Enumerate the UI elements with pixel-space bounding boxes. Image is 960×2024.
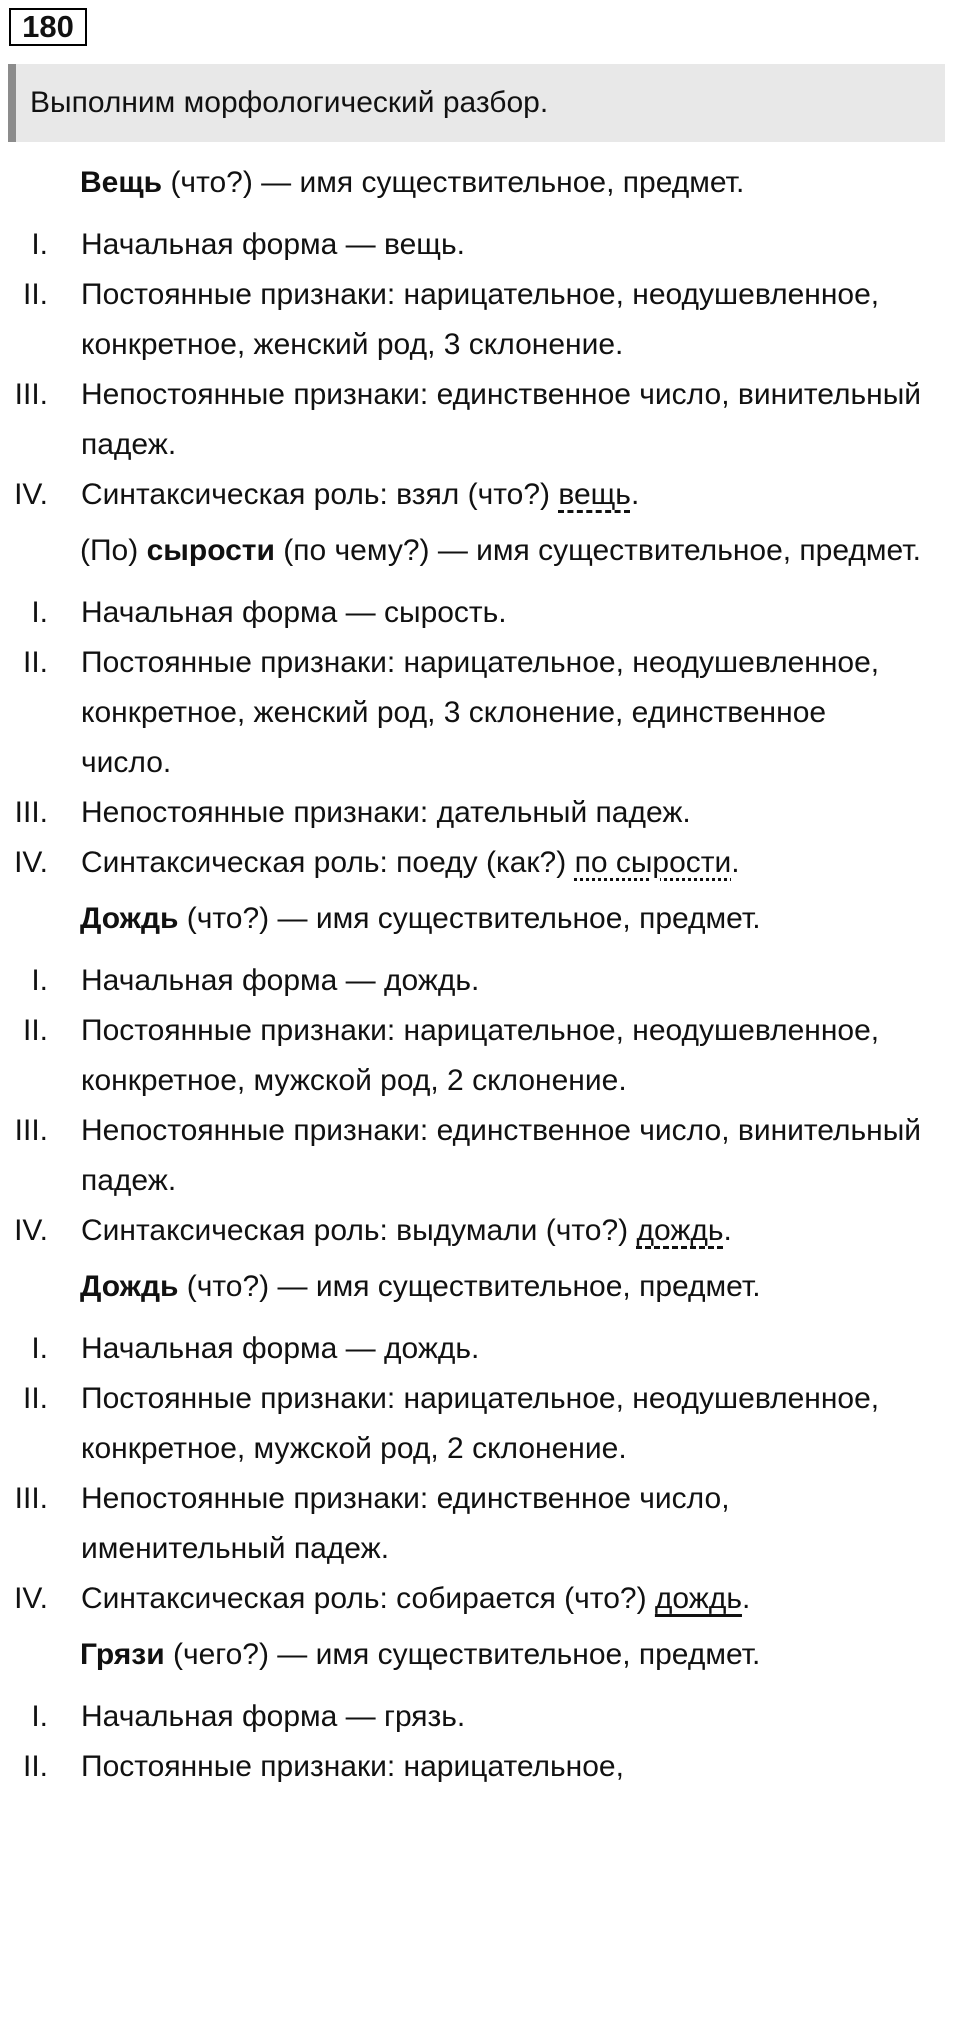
item-number: II.: [22, 646, 48, 679]
item-text: Синтаксическая роль: выдумали (что?) дождь.: [81, 1214, 732, 1247]
analyzed-word: сырости: [146, 534, 275, 567]
item-number: I.: [31, 964, 48, 997]
list-item: [0, 1106, 960, 1206]
block-intro: Дождь (что?) — имя существительное, предмет.: [80, 902, 761, 935]
item-number: IV.: [14, 1214, 48, 1247]
item-text: Постоянные признаки: нарицательное, неодушевленное, конкретное, женский род, 3 склонение, единственное число.: [81, 646, 880, 779]
item-text: Синтаксическая роль: поеду (как?) по сырости.: [81, 846, 740, 879]
block-intro: Вещь (что?) — имя существительное, предмет.: [80, 166, 745, 199]
list-item: [0, 1742, 960, 1792]
item-text: Начальная форма — дождь.: [81, 1332, 480, 1365]
item-number: IV.: [14, 1582, 48, 1615]
underlined-word: дождь: [654, 1582, 742, 1615]
analysis-block-4: [0, 1262, 960, 1624]
item-number: I.: [31, 596, 48, 629]
item-text: Постоянные признаки: нарицательное, неодушевленное, конкретное, женский род, 3 склонение.: [81, 278, 880, 361]
list-item: [0, 788, 960, 838]
list-item: [0, 1006, 960, 1106]
list-item: [0, 470, 960, 520]
analysis-block-2: [0, 526, 960, 888]
item-text: Непостоянные признаки: единственное число, именительный падеж.: [81, 1482, 730, 1565]
block-intro: (По) сырости (по чему?) — имя существительное, предмет.: [80, 534, 921, 567]
list-item: [0, 838, 960, 888]
item-text: Начальная форма — дождь.: [81, 964, 480, 997]
item-text: Непостоянные признаки: единственное число, винительный падеж.: [81, 378, 922, 461]
item-text: Постоянные признаки: нарицательное,: [81, 1750, 624, 1783]
item-number: I.: [31, 1700, 48, 1733]
item-number: II.: [22, 1750, 48, 1783]
list-item: [0, 1474, 960, 1574]
list-item: [0, 1574, 960, 1624]
item-text: Начальная форма — сырость.: [81, 596, 507, 629]
block-intro: Дождь (что?) — имя существительное, предмет.: [80, 1270, 761, 1303]
analyzed-word: Грязи: [80, 1638, 165, 1671]
item-number: IV.: [14, 846, 48, 879]
list-item: [0, 1692, 960, 1742]
item-number: III.: [14, 796, 48, 829]
list-item: [0, 270, 960, 370]
item-text: Начальная форма — вещь.: [81, 228, 465, 261]
item-number: I.: [31, 1332, 48, 1365]
analysis-block-3: [0, 894, 960, 1256]
list-item: [0, 638, 960, 788]
list-item: [0, 588, 960, 638]
item-number: III.: [14, 378, 48, 411]
analyzed-word: Дождь: [80, 1270, 179, 1303]
list-item: [0, 1206, 960, 1256]
analysis-block-1: [0, 158, 960, 520]
list-item: [0, 220, 960, 270]
item-number: II.: [22, 1014, 48, 1047]
item-text: Непостоянные признаки: дательный падеж.: [81, 796, 691, 829]
item-text: Постоянные признаки: нарицательное, неодушевленное, конкретное, мужской род, 2 склонение.: [81, 1382, 880, 1465]
item-text: Синтаксическая роль: собирается (что?) дождь.: [81, 1582, 751, 1615]
analysis-block-5: [0, 1630, 960, 1792]
list-item: [0, 370, 960, 470]
header-bar: Выполним морфологический разбор.: [8, 64, 945, 142]
item-number: II.: [22, 1382, 48, 1415]
list-item: [0, 956, 960, 1006]
analyzed-word: Дождь: [80, 902, 179, 935]
item-number: IV.: [14, 478, 48, 511]
item-text: Начальная форма — грязь.: [81, 1700, 466, 1733]
item-text: Постоянные признаки: нарицательное, неодушевленное, конкретное, мужской род, 2 склонение.: [81, 1014, 880, 1097]
item-number: III.: [14, 1114, 48, 1147]
analyzed-word: Вещь: [80, 166, 163, 199]
list-item: [0, 1324, 960, 1374]
task-number: 180: [9, 8, 87, 46]
underlined-word: дождь: [636, 1214, 724, 1247]
content: [0, 152, 960, 1792]
list-item: [0, 1374, 960, 1474]
item-number: I.: [31, 228, 48, 261]
block-intro: Грязи (чего?) — имя существительное, предмет.: [80, 1638, 761, 1671]
item-number: II.: [22, 278, 48, 311]
underlined-word: вещь: [558, 478, 631, 511]
item-number: III.: [14, 1482, 48, 1515]
item-text: Синтаксическая роль: взял (что?) вещь.: [81, 478, 640, 511]
item-text: Непостоянные признаки: единственное число, винительный падеж.: [81, 1114, 922, 1197]
underlined-word: по сырости: [574, 846, 732, 879]
